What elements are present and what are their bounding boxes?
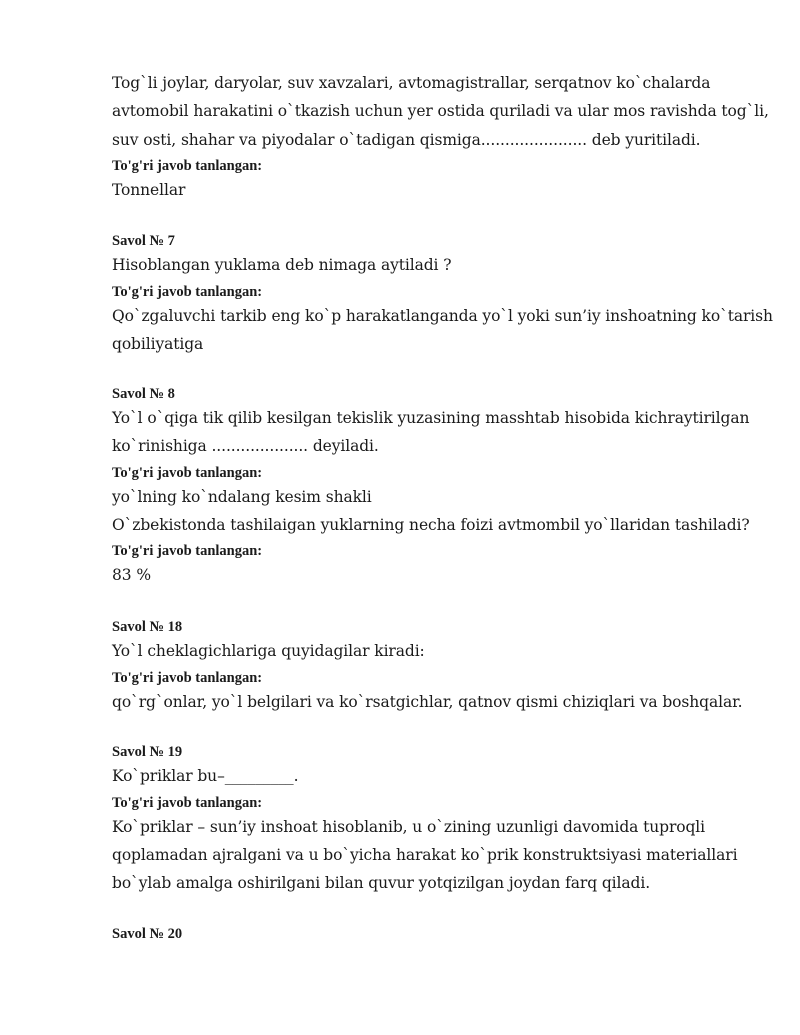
answer-label: To'g'ri javob tanlangan: <box>112 670 263 686</box>
answer-text: qobiliyatiga <box>112 335 204 353</box>
answer-label: To'g'ri javob tanlangan: <box>112 284 263 300</box>
answer-label: To'g'ri javob tanlangan: <box>112 543 263 559</box>
question-text: O`zbekistonda tashilaigan yuklarning necha foizi avtmombil yo`llaridan tashiladi? <box>112 516 750 534</box>
answer-text: 83 % <box>112 566 151 584</box>
question-text: Hisoblangan yuklama deb nimaga aytiladi ? <box>112 256 452 274</box>
answer-text: yo`lning ko`ndalang kesim shakli <box>112 488 372 506</box>
answer-text: Tonnellar <box>112 181 186 199</box>
answer-text: Qo`zgaluvchi tarkib eng ko`p harakatlanganda yo`l yoki sun’iy inshoatning ko`tarish <box>112 307 773 325</box>
answer-text: qoplamadan ajralgani va u bo`yicha harakat ko`prik konstruktsiyasi materiallari <box>112 846 738 864</box>
answer-text: qo`rg`onlar, yo`l belgilari va ko`rsatgichlar, qatnov qismi chiziqlari va boshqalar. <box>112 693 743 711</box>
question-text: ko`rinishiga .................... deyiladi. <box>112 437 379 455</box>
question-heading: Savol № 8 <box>112 386 175 402</box>
intro-question-line: suv osti, shahar va piyodalar o`tadigan qismiga...................... deb yuritiladi. <box>112 131 701 149</box>
question-heading: Savol № 7 <box>112 233 175 249</box>
intro-question-line: Tog`li joylar, daryolar, suv xavzalari, avtomagistrallar, serqatnov ko`chalarda <box>112 74 711 92</box>
question-text: Ko`priklar bu–_________. <box>112 767 299 785</box>
question-text: Yo`l o`qiga tik qilib kesilgan tekislik yuzasining masshtab hisobida kichraytirilgan <box>112 409 750 427</box>
question-text: Yo`l cheklagichlariga quyidagilar kiradi: <box>112 642 425 660</box>
answer-text: Ko`priklar – sun’iy inshoat hisoblanib, u o`zining uzunligi davomida tuproqli <box>112 818 706 836</box>
intro-question-line: avtomobil harakatini o`tkazish uchun yer ostida quriladi va ular mos ravishda tog`li, <box>112 102 769 120</box>
question-heading: Savol № 19 <box>112 744 183 760</box>
answer-text: bo`ylab amalga oshirilgani bilan quvur yotqizilgan joydan farq qiladi. <box>112 874 651 892</box>
question-heading: Savol № 18 <box>112 619 183 635</box>
answer-label: To'g'ri javob tanlangan: <box>112 465 263 481</box>
answer-label: To'g'ri javob tanlangan: <box>112 158 263 174</box>
question-heading: Savol № 20 <box>112 926 183 942</box>
answer-label: To'g'ri javob tanlangan: <box>112 795 263 811</box>
